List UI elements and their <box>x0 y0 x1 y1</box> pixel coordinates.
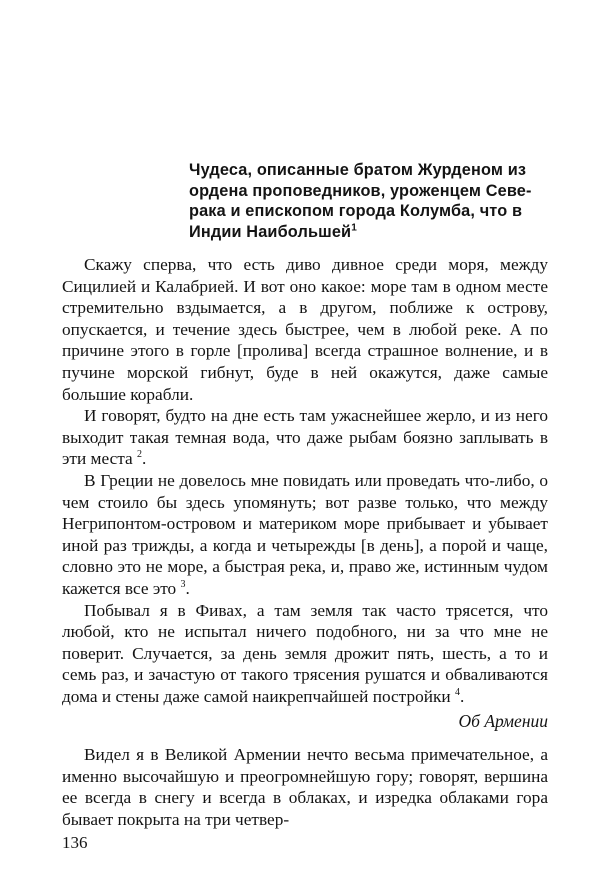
footnote-marker: 2 <box>137 449 143 461</box>
paragraph-sea-abyss: И говорят, будто на дне есть там ужаснейшее жерло, и из него выходит такая темная вода, что даже рыбам боязно заплывать в эти места $^2$. <box>62 406 548 469</box>
main-text <box>62 254 548 707</box>
section-heading: Об Армении <box>458 711 548 731</box>
footnote-marker: 4 <box>454 687 460 699</box>
chapter-title-text: Чудеса, описанные братом Журденом из ордена проповедников, уроженцем Севе-рака и епископом города Колумба, что в Индии Наибольшей <box>189 161 532 241</box>
chapter-title-footnote: 1 <box>351 222 357 234</box>
footnote-marker: 3 <box>180 579 186 591</box>
page-number: 136 <box>62 833 88 852</box>
paragraph-greece: В Греции не довелось мне повидать или проведать что-либо, о чем стоило бы здесь упомянуть; вот разве только, что между Негрипонтом-островом и материком море прибывает и убывает иной раз трижды, а когда и четырежды [в день], а порой и чаще, словно это не море, а быстрая река, и, право же, истинным чудом кажется все это $^3$. <box>62 470 548 598</box>
paragraph-armenia: Видел я в Великой Армении нечто весьма примечательное, а именно высочайшую и преогромнейшую гору; говорят, вершина ее всегда в снегу и всегда в облаках, и изредка облаками гора бывает покрыта на три четвер- <box>62 745 548 829</box>
paragraph-thebes: Побывал я в Фивах, а там земля так часто трясется, что любой, кто не испытал ничего подобного, ни за что мне не поверит. Случается, за день земля дрожит пять, шесть, а то и семь раз, и зачастую от такого трясения рушатся и обваливаются дома и стены даже самой наикрепчайшей постройки $^4$. <box>62 600 548 706</box>
paragraph-sicily: Скажу сперва, что есть диво дивное среди моря, между Сицилией и Калабрией. И вот оно какое: море там в одном месте стремительно вздымается, а в другом, поближе к острову, опускается, и течение здесь быстрее, чем в любой реке. А по причине этого в горле [пролива] всегда страшное волнение, и в пучине морской гибнут, буде в ней окажутся, даже самые большие корабли. <box>62 255 548 404</box>
chapter-title <box>189 160 549 242</box>
armenia-text <box>62 744 548 830</box>
